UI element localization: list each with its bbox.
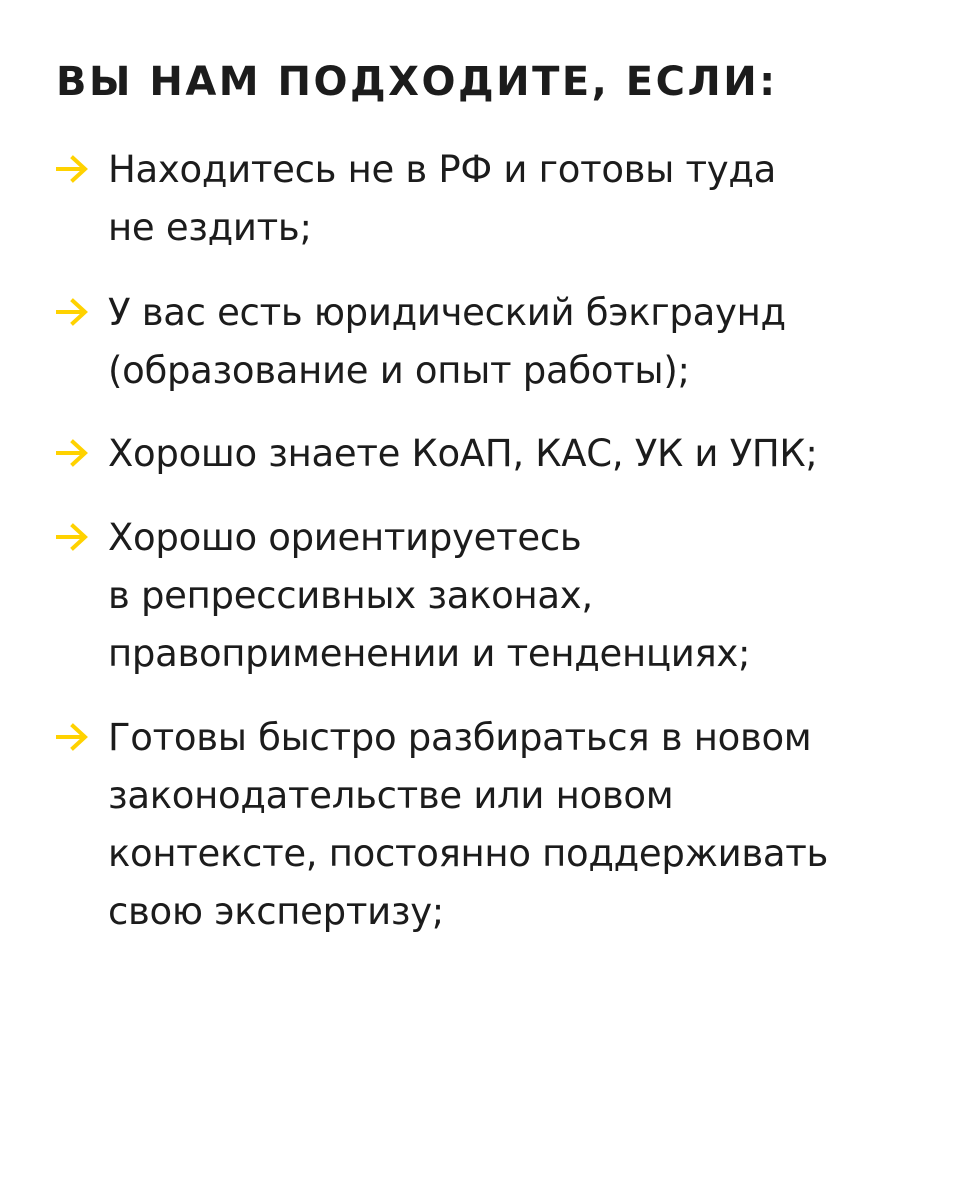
arrow-right-icon	[56, 723, 90, 751]
list-item-text: в репрессивных законах,	[108, 574, 593, 617]
list-item-text: У вас есть юридический бэкграунд	[108, 291, 786, 334]
list-item-text: законодательстве или новом	[108, 774, 674, 817]
list-item-text: контексте, постоянно поддерживать	[108, 832, 828, 875]
list-item-text: свою экспертизу;	[108, 890, 444, 933]
page-title: ВЫ НАМ ПОДХОДИТЕ, ЕСЛИ:	[56, 59, 778, 105]
arrow-right-icon	[56, 155, 90, 183]
list-item-text: Готовы быстро разбираться в новом	[108, 716, 812, 759]
arrow-right-icon	[56, 439, 90, 467]
list-item-text: правоприменении и тенденциях;	[108, 632, 751, 675]
list-item-text: (образование и опыт работы);	[108, 349, 690, 392]
list-item-text: не ездить;	[108, 206, 312, 249]
list-item-text: Находитесь не в РФ и готовы туда	[108, 148, 777, 191]
arrow-right-icon	[56, 523, 90, 551]
list-item-text: Хорошо ориентируетесь	[108, 516, 582, 559]
list-item-text: Хорошо знаете КоАП, КАС, УК и УПК;	[108, 432, 818, 475]
arrow-right-icon	[56, 298, 90, 326]
